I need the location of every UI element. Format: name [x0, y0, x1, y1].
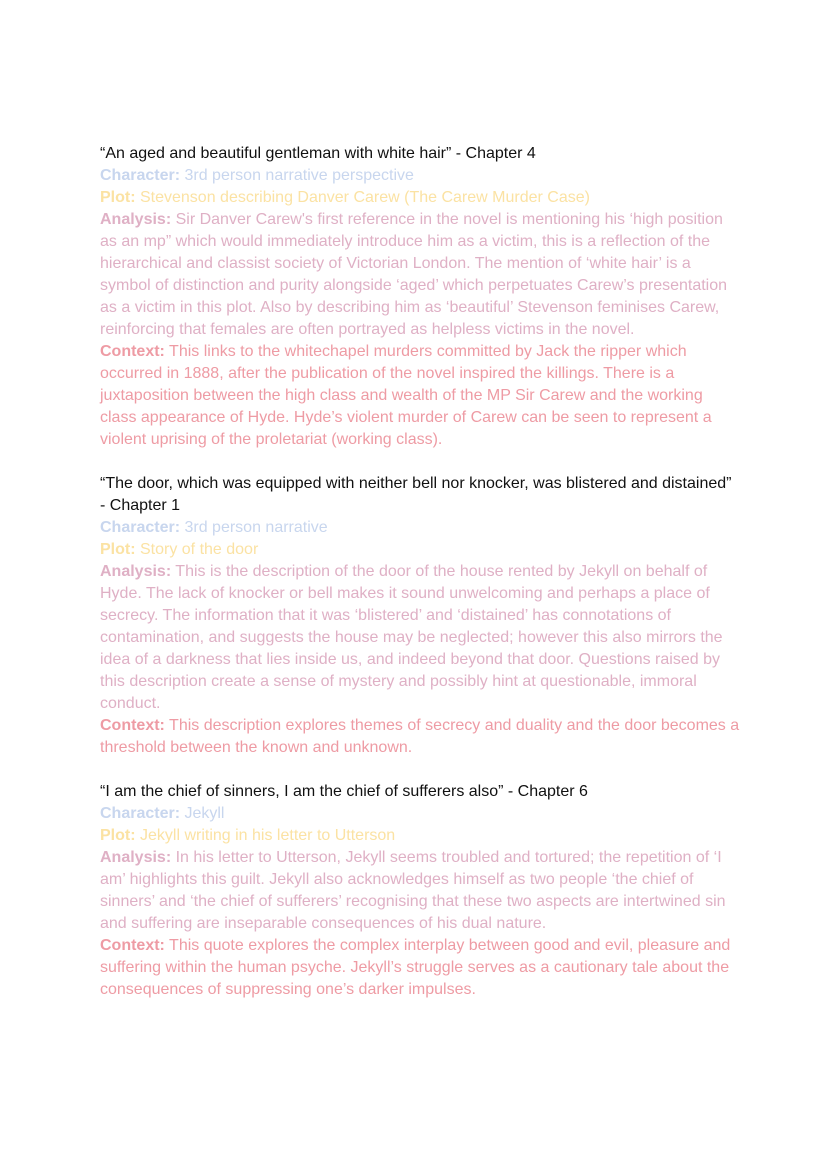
analysis-value: In his letter to Utterson, Jekyll seems troubled and tortured; the repetition of ‘I am’ highlights this guilt. Jekyll also acknowledges himself as two people ‘the chief of sinners’ and ‘the chief of sufferers’ recognising that these two aspects are intertwined sin and suffering are inseparable consequences of his dual nature.	[100, 849, 726, 932]
context-value: This description explores themes of secrecy and duality and the door becomes a threshold between the known and unknown.	[100, 717, 740, 756]
quote-heading: “I am the chief of sinners, I am the chief of sufferers also” - Chapter 6	[100, 783, 588, 800]
character-value: 3rd person narrative perspective	[180, 167, 414, 184]
plot-label: Plot:	[100, 541, 136, 558]
plot-label: Plot:	[100, 189, 136, 206]
context-label: Context:	[100, 937, 165, 954]
character-label: Character:	[100, 167, 181, 184]
character-label: Character:	[100, 519, 181, 536]
plot-field	[100, 187, 740, 209]
analysis-field	[100, 561, 740, 715]
analysis-label: Analysis:	[100, 211, 172, 228]
quote-entry-2	[100, 473, 740, 759]
quote-heading: “An aged and beautiful gentleman with white hair” - Chapter 4	[100, 145, 536, 162]
character-label: Character:	[100, 805, 181, 822]
context-field	[100, 935, 740, 1001]
character-field	[100, 803, 740, 825]
analysis-label: Analysis:	[100, 563, 172, 580]
plot-value: Story of the door	[135, 541, 259, 558]
character-value: Jekyll	[180, 805, 225, 822]
analysis-label: Analysis:	[100, 849, 172, 866]
context-value: This links to the whitechapel murders committed by Jack the ripper which occurred in 1888, after the publication of the novel inspired the killings. There is a juxtaposition between the high class and wealth of the MP Sir Carew and the working class appearance of Hyde. Hyde’s violent murder of Carew can be seen to represent a violent uprising of the proletariat (working class).	[100, 343, 712, 448]
character-value: 3rd person narrative	[180, 519, 328, 536]
quote-heading: “The door, which was equipped with neither bell nor knocker, was blistered and distained” - Chapter 1	[100, 475, 732, 514]
plot-value: Stevenson describing Danver Carew (The Carew Murder Case)	[135, 189, 590, 206]
plot-value: Jekyll writing in his letter to Utterson	[135, 827, 396, 844]
quote-entry-3	[100, 781, 740, 1001]
analysis-value: Sir Danver Carew's first reference in the novel is mentioning his ‘high position as an mp” which would immediately introduce him as a victim, this is a reflection of the hierarchical and classist society of Victorian London. The mention of ‘white hair’ is a symbol of distinction and purity alongside ‘aged’ which perpetuates Carew’s presentation as a victim in this plot. Also by describing him as ‘beautiful’ Stevenson feminises Carew, reinforcing that females are often portrayed as helpless victims in the novel.	[100, 211, 728, 338]
character-field	[100, 165, 740, 187]
plot-field	[100, 539, 740, 561]
analysis-field	[100, 847, 740, 935]
character-field	[100, 517, 740, 539]
analysis-value: This is the description of the door of the house rented by Jekyll on behalf of Hyde. The lack of knocker or bell makes it sound unwelcoming and perhaps a place of secrecy. The information that it was ‘blistered’ and ‘distained’ has connotations of contamination, and suggests the house may be neglected; however this also mirrors the idea of a darkness that lies inside us, and indeed beyond that door. Questions raised by this description create a sense of mystery and possibly hint at questionable, immoral conduct.	[100, 563, 723, 712]
plot-label: Plot:	[100, 827, 136, 844]
context-field	[100, 341, 740, 451]
quote-entry-1	[100, 143, 740, 451]
analysis-field	[100, 209, 740, 341]
context-value: This quote explores the complex interplay between good and evil, pleasure and suffering within the human psyche. Jekyll’s struggle serves as a cautionary tale about the consequences of suppressing one’s darker impulses.	[100, 937, 731, 998]
context-label: Context:	[100, 343, 165, 360]
context-label: Context:	[100, 717, 165, 734]
context-field	[100, 715, 740, 759]
plot-field	[100, 825, 740, 847]
document-page	[100, 143, 740, 1023]
